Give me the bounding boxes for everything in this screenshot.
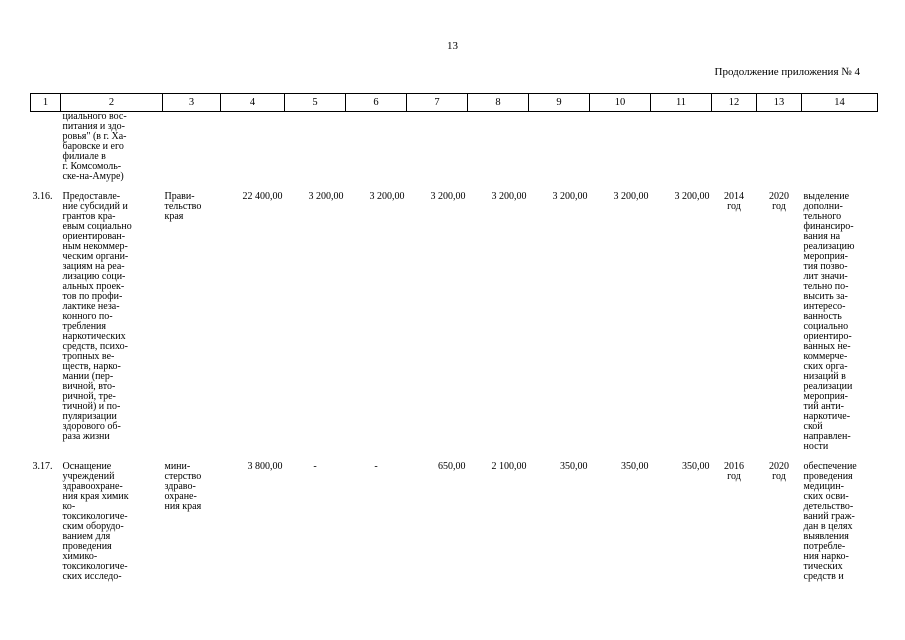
- start-year: 2014 год: [724, 191, 744, 212]
- value-year: 3 200,00: [552, 191, 588, 202]
- header-row: [31, 94, 878, 112]
- table-row: [31, 192, 878, 452]
- end-year: 2020 год: [769, 191, 789, 212]
- column-header: 1: [31, 94, 61, 112]
- appendix-continuation: Продолжение приложения № 4: [714, 66, 860, 78]
- page-number: 13: [447, 40, 458, 52]
- start-year: [712, 112, 757, 183]
- value-total: [221, 112, 285, 183]
- value-total: 22 400,00: [242, 191, 283, 202]
- value-year: 3 200,00: [613, 191, 649, 202]
- value-year: -: [313, 461, 317, 472]
- row-executor: мини- стерство здраво- охране- ния края: [164, 461, 202, 512]
- column-header: 2: [61, 94, 163, 112]
- row-name: Предоставле- ние субсидий и грантов кра- евым социально ориентирован- ным некоммер- ческим органи- зациям на реа- лизацию соци- альных проек- тов по профи- лактике неза- конного по- требления наркотических средств, психо- тропных ве- ществ, нарко- мании (пер- вичной, вто- ричной, тре- тичной) и по- пуляризации здорового об- раза жизни: [62, 191, 132, 442]
- column-header: 9: [529, 94, 590, 112]
- column-header: 4: [221, 94, 285, 112]
- end-year: 2020 год: [769, 461, 789, 482]
- value-year: 650,00: [438, 461, 466, 472]
- row-name: Оснащение учреждений здравоохране- ния края химик ко- токсикологиче- ским оборудо- ванием для проведения химико- токсикологиче- ских исследо-: [62, 461, 129, 582]
- value-year: [590, 112, 651, 183]
- value-year: 350,00: [621, 461, 649, 472]
- expected-result: выделение дополни- тельного финансиро- вания на реализацию мероприя- тия позво- лит значи- тельно по- высить за- интересо- ванность социально ориентиро- ванных не- коммерче- ских орга- низаций в реализации мероприя- тий анти- наркотиче- ской направлен- ности: [803, 191, 855, 452]
- column-header: 6: [346, 94, 407, 112]
- expected-result: обеспечение проведения медицин- ских осви- детельство- ваний граж- дан в целях выявления потребле- ния нарко- тических средств и: [803, 461, 857, 582]
- column-header: 7: [407, 94, 468, 112]
- column-header: 12: [712, 94, 757, 112]
- column-header: 14: [802, 94, 878, 112]
- value-year: 350,00: [560, 461, 588, 472]
- column-header: 11: [651, 94, 712, 112]
- value-year: [285, 112, 346, 183]
- value-year: [529, 112, 590, 183]
- row-code: 3.16.: [32, 191, 53, 202]
- value-year: -: [374, 461, 378, 472]
- table-row: [31, 462, 878, 582]
- value-year: [651, 112, 712, 183]
- start-year: 2016 год: [724, 461, 744, 482]
- value-year: 2 100,00: [491, 461, 527, 472]
- column-header: 13: [757, 94, 802, 112]
- value-year: 3 200,00: [308, 191, 344, 202]
- row-code: 3.17.: [32, 461, 53, 472]
- column-header: 3: [163, 94, 221, 112]
- value-total: 3 800,00: [247, 461, 283, 472]
- value-year: 350,00: [682, 461, 710, 472]
- value-year: 3 200,00: [491, 191, 527, 202]
- value-year: 3 200,00: [674, 191, 710, 202]
- row-code: [31, 112, 61, 183]
- program-table: [30, 93, 878, 582]
- row-name: циального вос- питания и здо- ровья" (в г. Ха- баровске и его филиале в г. Комсомоль- ске-на-Амуре): [62, 111, 127, 182]
- value-year: 3 200,00: [430, 191, 466, 202]
- row-executor: [163, 112, 221, 183]
- column-header: 8: [468, 94, 529, 112]
- end-year: [757, 112, 802, 183]
- column-header: 10: [590, 94, 651, 112]
- row-executor: Прави- тельство края: [164, 191, 202, 222]
- value-year: 3 200,00: [369, 191, 405, 202]
- table-row: [31, 112, 878, 183]
- column-header: 5: [285, 94, 346, 112]
- value-year: [468, 112, 529, 183]
- expected-result: [802, 112, 878, 183]
- value-year: [407, 112, 468, 183]
- value-year: [346, 112, 407, 183]
